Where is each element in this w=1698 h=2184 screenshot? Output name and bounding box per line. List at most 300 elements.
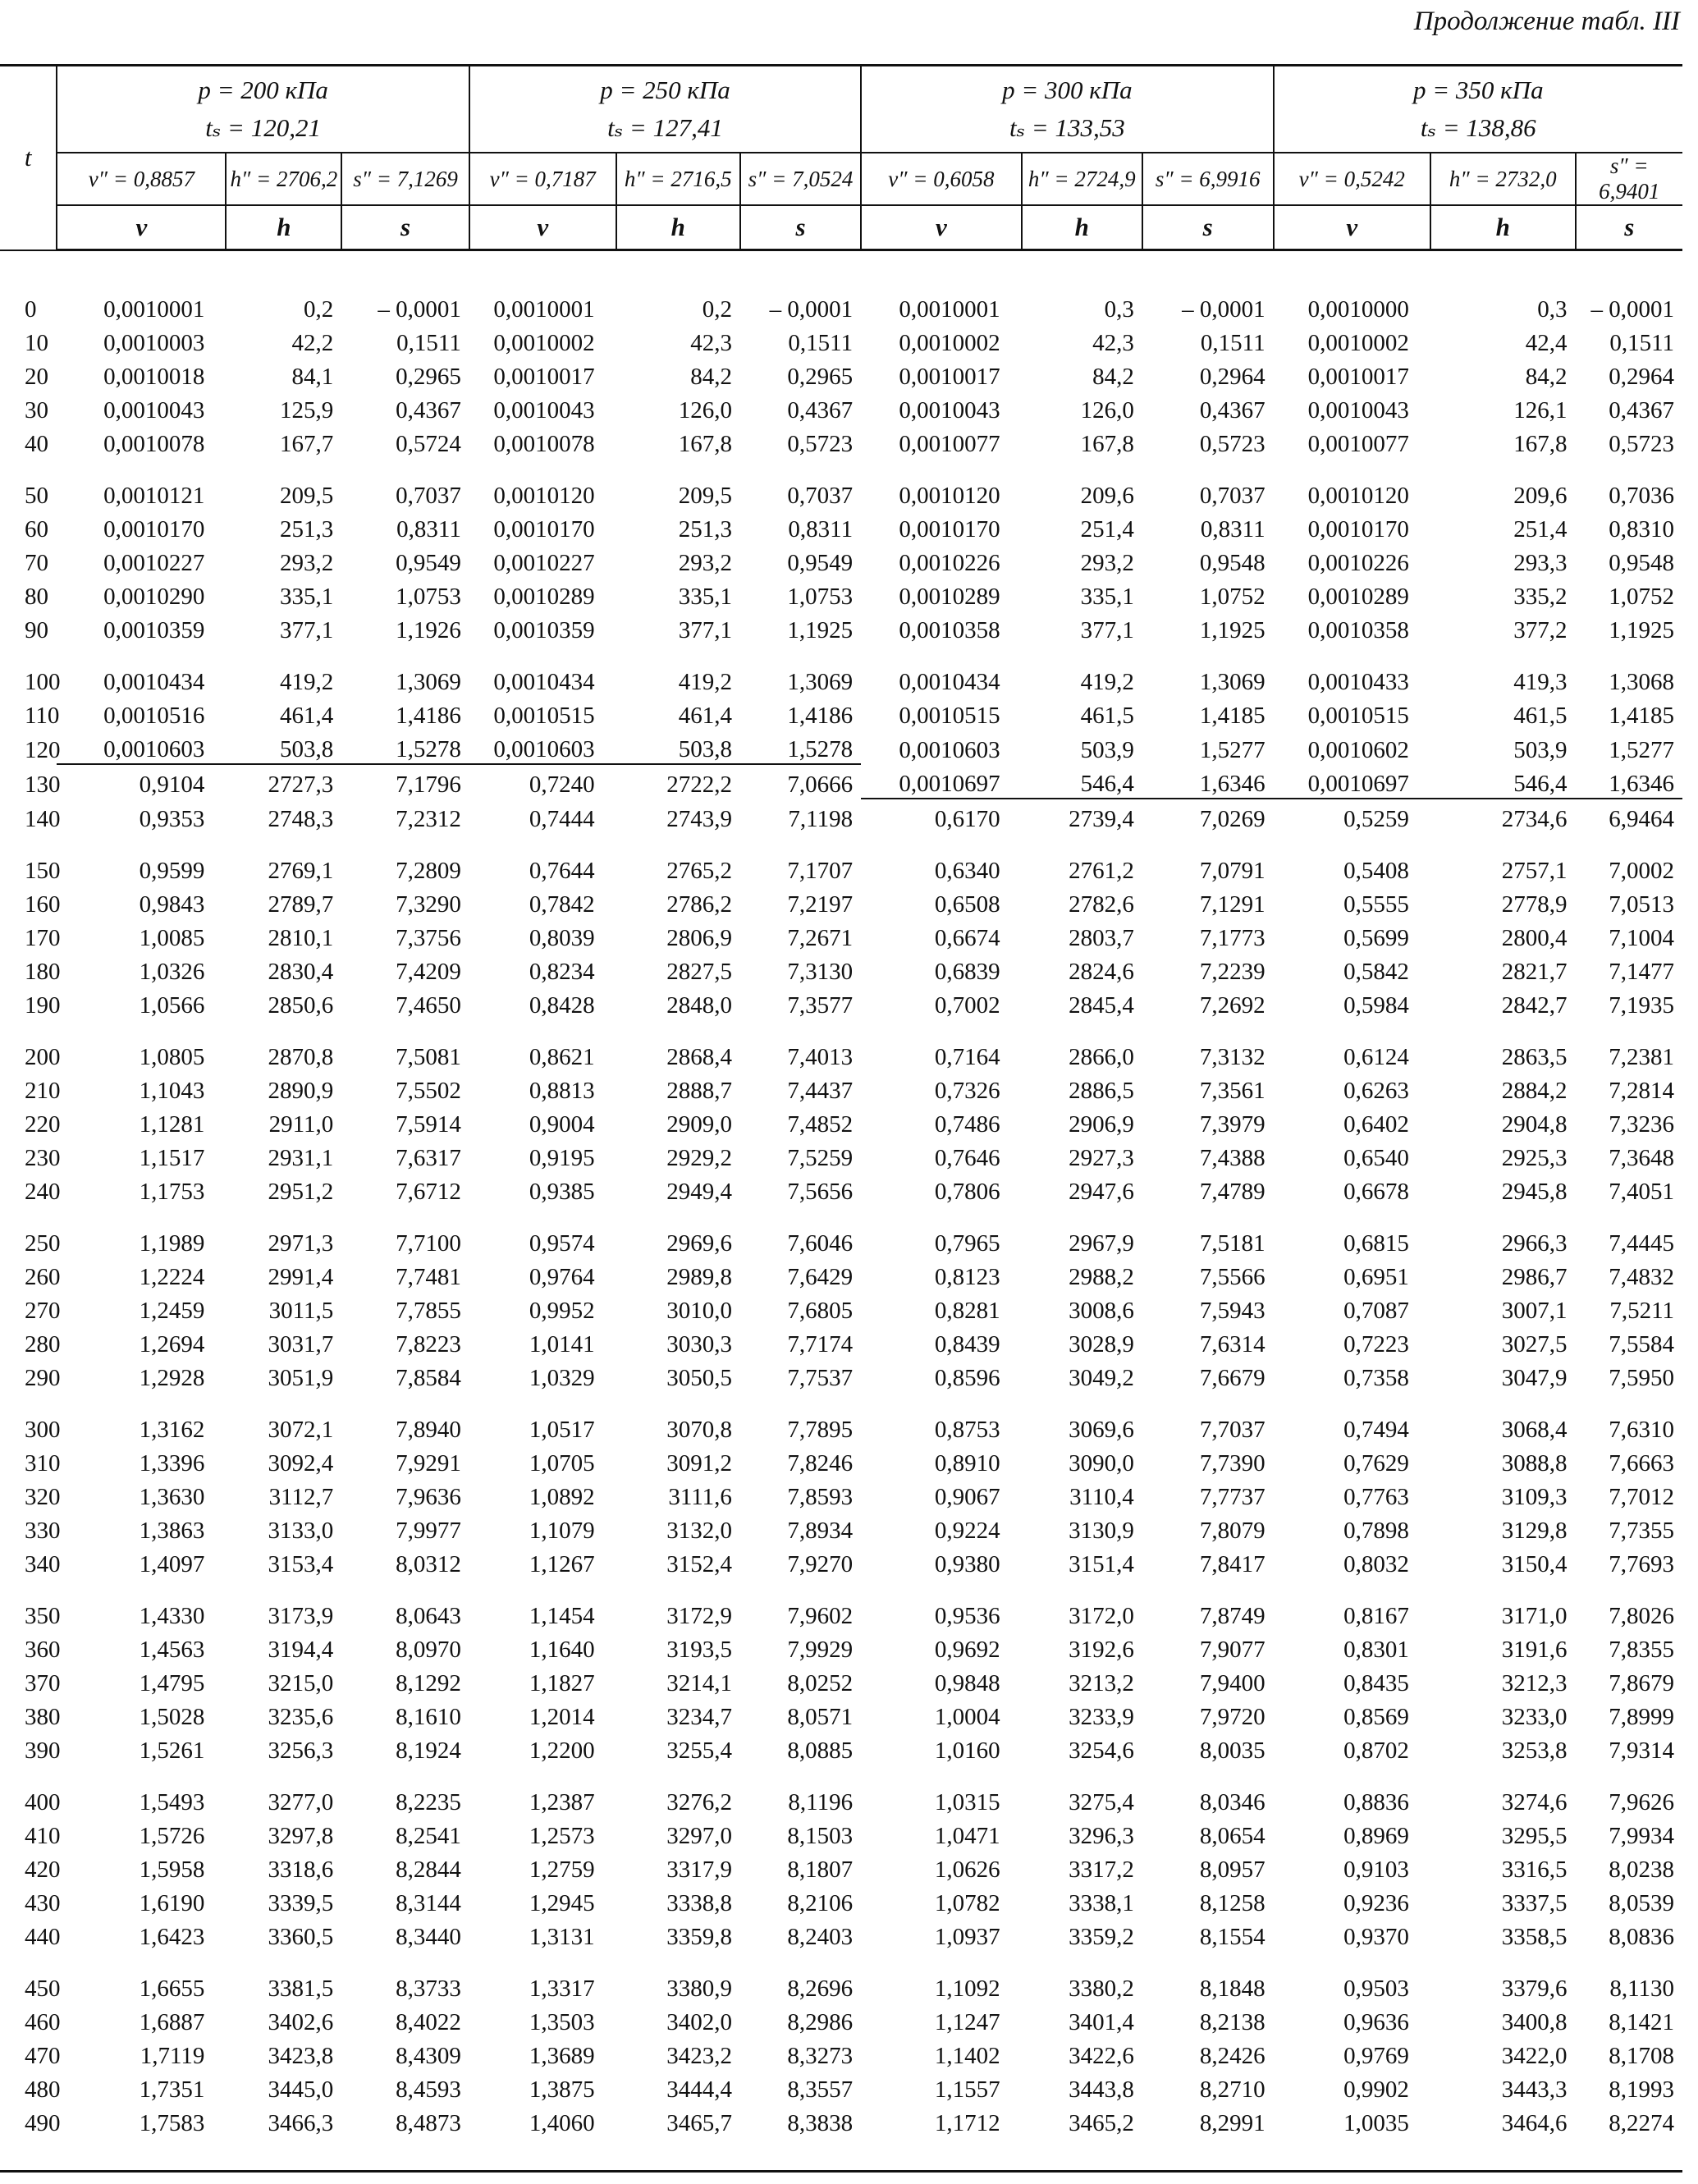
specific-volume-cell: 0,9692 [934, 1637, 1000, 1663]
entropy-cell: 7,6429 [787, 1264, 854, 1290]
enthalpy-cell: 251,3 [280, 516, 334, 543]
entropy-cell: 0,4367 [787, 397, 854, 424]
enthalpy-cell: 3445,0 [268, 2076, 334, 2103]
entropy-cell: 7,1935 [1609, 992, 1674, 1019]
specific-volume-cell: 0,0010603 [57, 730, 226, 764]
enthalpy-cell: 42,3 [1092, 330, 1134, 356]
temperature-cell: 350 [25, 1603, 61, 1629]
temperature-cell: 340 [25, 1551, 61, 1577]
entropy-cell: 1,5277 [1199, 737, 1265, 763]
table-row [0, 1545, 1682, 1578]
col-v-250: v [469, 205, 616, 250]
entropy-cell: 0,8310 [1609, 516, 1674, 543]
specific-volume-cell: 0,6678 [1343, 1179, 1409, 1205]
enthalpy-cell: 126,0 [1080, 397, 1134, 424]
entropy-cell: 8,3838 [787, 2110, 854, 2136]
temperature-cell: 140 [25, 806, 61, 832]
table-row [0, 1816, 1682, 1850]
entropy-cell: 7,1004 [1609, 925, 1674, 951]
table-row [0, 1444, 1682, 1477]
entropy-cell: 8,2986 [787, 2009, 854, 2035]
specific-volume-cell: 1,1092 [934, 1976, 1000, 2002]
entropy-cell: 8,1610 [396, 1704, 461, 1730]
row-group [0, 1765, 1682, 1951]
specific-volume-cell: 0,0010077 [1307, 431, 1409, 457]
specific-volume-cell: 0,8435 [1343, 1670, 1409, 1696]
entropy-cell: – 0,0001 [1182, 296, 1265, 323]
enthalpy-cell: 3213,2 [1069, 1670, 1134, 1696]
enthalpy-cell: 3358,5 [1501, 1924, 1568, 1950]
entropy-cell: 7,6046 [787, 1230, 854, 1257]
table-row [0, 543, 1682, 577]
table-row [0, 1071, 1682, 1105]
enthalpy-cell: 2845,4 [1069, 992, 1134, 1019]
entropy-cell: 1,0752 [1199, 584, 1265, 610]
enthalpy-cell: 2761,2 [1069, 858, 1134, 884]
enthalpy-cell: 2800,4 [1501, 925, 1568, 951]
entropy-cell: 7,3979 [1199, 1111, 1265, 1138]
specific-volume-cell: 0,0010043 [493, 397, 595, 424]
entropy-cell: 0,1511 [1200, 330, 1265, 356]
table-row [0, 357, 1682, 391]
enthalpy-cell: 2727,3 [268, 771, 334, 798]
temperature-cell: 180 [25, 959, 61, 985]
entropy-cell: 1,0753 [396, 584, 461, 610]
enthalpy-cell: 503,9 [1513, 737, 1568, 763]
entropy-cell: 7,6310 [1609, 1417, 1674, 1443]
enthalpy-cell: 2821,7 [1501, 959, 1568, 985]
entropy-cell: 7,8417 [1199, 1551, 1265, 1577]
specific-volume-cell: 0,9103 [1343, 1857, 1409, 1883]
enthalpy-cell: 3339,5 [268, 1890, 334, 1916]
specific-volume-cell: 1,5726 [139, 1823, 205, 1849]
enthalpy-cell: 461,5 [1513, 703, 1568, 729]
enthalpy-cell: 3256,3 [268, 1738, 334, 1764]
entropy-cell: 7,8593 [787, 1484, 854, 1510]
specific-volume-cell: 0,7763 [1343, 1484, 1409, 1510]
entropy-cell: 0,9549 [396, 550, 461, 576]
enthalpy-cell: 167,8 [678, 431, 732, 457]
specific-volume-cell: 0,7164 [934, 1044, 1000, 1070]
enthalpy-cell: 3072,1 [268, 1417, 334, 1443]
entropy-cell: 8,0238 [1609, 1857, 1674, 1883]
col-h-300: h [1022, 205, 1142, 250]
entropy-cell: 8,0654 [1199, 1823, 1265, 1849]
entropy-cell: 7,7737 [1199, 1484, 1265, 1510]
entropy-cell: 1,3069 [787, 669, 854, 695]
row-group [0, 1951, 1682, 2137]
entropy-cell: 8,2274 [1609, 2110, 1674, 2136]
entropy-cell: 7,7037 [1199, 1417, 1265, 1443]
col-h-200: h [226, 205, 341, 250]
temperature-cell: 90 [25, 617, 48, 643]
entropy-cell: 7,5211 [1609, 1298, 1674, 1324]
specific-volume-cell: 0,7898 [1343, 1518, 1409, 1544]
entropy-cell: – 0,0001 [769, 296, 854, 323]
specific-volume-cell: 1,1753 [139, 1179, 205, 1205]
enthalpy-cell: 3011,5 [268, 1298, 334, 1324]
specific-volume-cell: 1,6887 [139, 2009, 205, 2035]
entropy-cell: 7,3132 [1199, 1044, 1265, 1070]
entropy-cell: 7,4437 [787, 1078, 854, 1104]
enthalpy-cell: 125,9 [280, 397, 334, 424]
temperature-cell: 230 [25, 1145, 61, 1171]
entropy-cell: 1,1925 [787, 617, 854, 643]
entropy-cell: 8,3144 [396, 1890, 461, 1916]
specific-volume-cell: 0,9843 [139, 891, 205, 918]
enthalpy-cell: 3443,3 [1501, 2076, 1568, 2103]
specific-volume-cell: 0,9104 [139, 771, 205, 798]
table-row [0, 1884, 1682, 1917]
entropy-cell: 7,6712 [396, 1179, 461, 1205]
entropy-cell: 8,2991 [1199, 2110, 1265, 2136]
row-group [0, 458, 1682, 644]
table-row [0, 510, 1682, 543]
temperature-cell: 200 [25, 1044, 61, 1070]
specific-volume-cell: 0,6540 [1343, 1145, 1409, 1171]
specific-volume-cell: 0,0010002 [493, 330, 595, 356]
specific-volume-cell: 0,8910 [934, 1450, 1000, 1477]
enthalpy-cell: 3171,0 [1501, 1603, 1568, 1629]
enthalpy-cell: 3070,8 [666, 1417, 732, 1443]
temperature-cell: 80 [25, 584, 48, 610]
saturated-s-350: s″ = 6,9401 [1576, 153, 1682, 205]
entropy-cell: 8,2696 [787, 1976, 854, 2002]
pressure-header-row [0, 66, 1682, 153]
enthalpy-cell: 3090,0 [1069, 1450, 1134, 1477]
enthalpy-cell: 461,4 [280, 703, 334, 729]
enthalpy-cell: 335,1 [678, 584, 732, 610]
entropy-cell: 0,5723 [787, 431, 854, 457]
specific-volume-cell: 0,9380 [934, 1551, 1000, 1577]
entropy-cell: 8,0836 [1609, 1924, 1674, 1950]
specific-volume-cell: 0,0010697 [861, 764, 1022, 799]
enthalpy-cell: 3465,2 [1069, 2110, 1134, 2136]
table-row [0, 885, 1682, 918]
enthalpy-cell: 2757,1 [1501, 858, 1568, 884]
entropy-cell: 8,0312 [396, 1551, 461, 1577]
specific-volume-cell: 0,7223 [1343, 1331, 1409, 1358]
entropy-cell: 6,9464 [1609, 806, 1674, 832]
specific-volume-cell: 0,0010434 [899, 669, 1000, 695]
enthalpy-cell: 3129,8 [1501, 1518, 1568, 1544]
specific-volume-cell: 0,6674 [934, 925, 1000, 951]
specific-volume-cell: 0,0010516 [103, 703, 205, 729]
enthalpy-cell: 3132,0 [666, 1518, 732, 1544]
specific-volume-cell: 0,5555 [1343, 891, 1409, 918]
table-row [0, 2070, 1682, 2104]
table-row [0, 1850, 1682, 1884]
specific-volume-cell: 1,0035 [1343, 2110, 1409, 2136]
enthalpy-cell: 3069,6 [1069, 1417, 1134, 1443]
entropy-cell: 7,7537 [787, 1365, 854, 1391]
entropy-cell: 7,6679 [1199, 1365, 1265, 1391]
temperature-cell: 450 [25, 1976, 61, 2002]
entropy-cell: 0,4367 [1609, 397, 1674, 424]
entropy-cell: 7,8679 [1609, 1670, 1674, 1696]
specific-volume-cell: 0,7087 [1343, 1298, 1409, 1324]
enthalpy-cell: 3275,4 [1069, 1789, 1134, 1815]
temperature-cell: 130 [25, 771, 61, 798]
enthalpy-cell: 2830,4 [268, 959, 334, 985]
temperature-cell: 310 [25, 1450, 61, 1477]
entropy-cell: 7,0002 [1609, 858, 1674, 884]
entropy-cell: 1,1926 [396, 617, 461, 643]
specific-volume-cell: 1,0160 [934, 1738, 1000, 1764]
specific-volume-cell: 1,1517 [139, 1145, 205, 1171]
temperature-cell: 460 [25, 2009, 61, 2035]
specific-volume-cell: 0,8439 [934, 1331, 1000, 1358]
entropy-cell: 1,3069 [1199, 669, 1265, 695]
enthalpy-cell: 293,3 [1513, 550, 1568, 576]
specific-volume-cell: 1,0782 [934, 1890, 1000, 1916]
entropy-cell: 8,1848 [1199, 1976, 1265, 2002]
pressure-group-350: p = 350 кПа tₛ = 138,86 [1274, 66, 1682, 153]
specific-volume-cell: 1,2694 [139, 1331, 205, 1358]
specific-volume-cell: 0,0010434 [493, 669, 595, 695]
specific-volume-cell: 0,8301 [1343, 1637, 1409, 1663]
table-continuation-label: Продолжение табл. III [1413, 7, 1680, 36]
enthalpy-cell: 2931,1 [268, 1145, 334, 1171]
table-row [0, 1731, 1682, 1765]
enthalpy-cell: 2991,4 [268, 1264, 334, 1290]
specific-volume-cell: 0,9385 [529, 1179, 595, 1205]
temperature-cell: 120 [25, 737, 61, 763]
col-h-350: h [1430, 205, 1576, 250]
entropy-cell: 0,1511 [1609, 330, 1674, 356]
enthalpy-cell: 3296,3 [1069, 1823, 1134, 1849]
specific-volume-cell: 0,0010002 [1307, 330, 1409, 356]
enthalpy-cell: 3297,8 [268, 1823, 334, 1849]
temperature-cell: 30 [25, 397, 48, 424]
enthalpy-cell: 3010,0 [666, 1298, 732, 1324]
table-row [0, 918, 1682, 952]
specific-volume-cell: 0,7486 [934, 1111, 1000, 1138]
specific-volume-cell: 0,9574 [529, 1230, 595, 1257]
enthalpy-cell: 3172,0 [1069, 1603, 1134, 1629]
specific-volume-cell: 0,8569 [1343, 1704, 1409, 1730]
specific-volume-cell: 0,9536 [934, 1603, 1000, 1629]
entropy-cell: 7,4832 [1609, 1264, 1674, 1290]
entropy-cell: 7,7012 [1609, 1484, 1674, 1510]
entropy-cell: 7,8584 [396, 1365, 461, 1391]
entropy-cell: 7,3648 [1609, 1145, 1674, 1171]
entropy-cell: 7,0666 [787, 771, 854, 798]
entropy-cell: 7,8026 [1609, 1603, 1674, 1629]
specific-volume-cell: 0,6402 [1343, 1111, 1409, 1138]
temperature-cell: 360 [25, 1637, 61, 1663]
enthalpy-cell: 3443,8 [1069, 2076, 1134, 2103]
entropy-cell: 7,4209 [396, 959, 461, 985]
specific-volume-cell: 0,8813 [529, 1078, 595, 1104]
enthalpy-cell: 3050,5 [666, 1365, 732, 1391]
specific-volume-cell: 1,0937 [934, 1924, 1000, 1950]
entropy-cell: 8,0970 [396, 1637, 461, 1663]
specific-volume-cell: 0,0010226 [899, 550, 1000, 576]
specific-volume-cell: 0,0010017 [1307, 364, 1409, 390]
temperature-cell: 470 [25, 2043, 61, 2069]
enthalpy-cell: 2786,2 [666, 891, 732, 918]
specific-volume-cell: 0,6263 [1343, 1078, 1409, 1104]
table-row [0, 1172, 1682, 1206]
specific-volume-cell: 0,0010603 [899, 737, 1000, 763]
enthalpy-cell: 2842,7 [1501, 992, 1568, 1019]
specific-volume-cell: 1,0805 [139, 1044, 205, 1070]
specific-volume-cell: 1,1079 [529, 1518, 595, 1544]
entropy-cell: 1,6346 [1142, 764, 1274, 799]
enthalpy-cell: 3130,9 [1069, 1518, 1134, 1544]
temperature-cell: 380 [25, 1704, 61, 1730]
enthalpy-cell: 3215,0 [268, 1670, 334, 1696]
specific-volume-cell: 0,7358 [1343, 1365, 1409, 1391]
specific-volume-cell: 0,8281 [934, 1298, 1000, 1324]
entropy-cell: 7,6663 [1609, 1450, 1674, 1477]
specific-volume-cell: 0,9769 [1343, 2043, 1409, 2069]
temperature-cell: 490 [25, 2110, 61, 2136]
enthalpy-cell: 419,2 [1080, 669, 1134, 695]
enthalpy-cell: 3028,9 [1069, 1331, 1134, 1358]
entropy-cell: 0,9548 [1199, 550, 1265, 576]
entropy-cell: 7,5181 [1199, 1230, 1265, 1257]
specific-volume-cell: 0,9195 [529, 1145, 595, 1171]
enthalpy-cell: 2989,8 [666, 1264, 732, 1290]
specific-volume-cell: 0,0010515 [899, 703, 1000, 729]
specific-volume-cell: 0,7326 [934, 1078, 1000, 1104]
enthalpy-cell: 3316,5 [1501, 1857, 1568, 1883]
saturated-s-250: s″ = 7,0524 [740, 153, 861, 205]
enthalpy-cell: 126,1 [1513, 397, 1568, 424]
table-row [0, 1206, 1682, 1257]
temperature-column-header: t [0, 66, 57, 250]
enthalpy-cell: 2810,1 [268, 925, 334, 951]
table-row [0, 1697, 1682, 1731]
entropy-cell: 7,4852 [787, 1111, 854, 1138]
temperature-cell: 270 [25, 1298, 61, 1324]
specific-volume-cell: 0,7644 [529, 858, 595, 884]
specific-volume-cell: 1,0004 [934, 1704, 1000, 1730]
temperature-cell: 330 [25, 1518, 61, 1544]
enthalpy-cell: 42,4 [1525, 330, 1568, 356]
enthalpy-cell: 2803,7 [1069, 925, 1134, 951]
entropy-cell: 8,1258 [1199, 1890, 1265, 1916]
enthalpy-cell: 2850,6 [268, 992, 334, 1019]
specific-volume-cell: 0,8596 [934, 1365, 1000, 1391]
entropy-cell: 7,9929 [787, 1637, 854, 1663]
entropy-cell: 7,9400 [1199, 1670, 1265, 1696]
enthalpy-cell: 2929,2 [666, 1145, 732, 1171]
enthalpy-cell: 546,4 [1022, 764, 1142, 799]
enthalpy-cell: 3233,9 [1069, 1704, 1134, 1730]
enthalpy-cell: 3317,2 [1069, 1857, 1134, 1883]
table-row [0, 1257, 1682, 1291]
specific-volume-cell: 1,1827 [529, 1670, 595, 1696]
enthalpy-cell: 293,2 [678, 550, 732, 576]
table-header [0, 66, 1682, 250]
enthalpy-cell: 419,2 [280, 669, 334, 695]
specific-volume-cell: 1,1247 [934, 2009, 1000, 2035]
enthalpy-cell: 2951,2 [268, 1179, 334, 1205]
enthalpy-cell: 0,2 [304, 296, 334, 323]
enthalpy-cell: 3380,9 [666, 1976, 732, 2002]
specific-volume-cell: 1,4795 [139, 1670, 205, 1696]
entropy-cell: 0,9548 [1609, 550, 1674, 576]
specific-volume-cell: 0,0010289 [493, 584, 595, 610]
specific-volume-cell: 1,0141 [529, 1331, 595, 1358]
table-row [0, 764, 1682, 799]
temperature-cell: 430 [25, 1890, 61, 1916]
enthalpy-cell: 3233,0 [1501, 1704, 1568, 1730]
specific-volume-cell: 0,0010043 [103, 397, 205, 424]
col-s-300: s [1142, 205, 1274, 250]
entropy-cell: 7,6805 [787, 1298, 854, 1324]
temperature-cell: 110 [25, 703, 60, 729]
entropy-cell: 8,1807 [787, 1857, 854, 1883]
temperature-cell: 290 [25, 1365, 61, 1391]
specific-volume-cell: 1,2945 [529, 1890, 595, 1916]
specific-volume-cell: 1,7583 [139, 2110, 205, 2136]
specific-volume-cell: 0,0010170 [1307, 516, 1409, 543]
table-row [0, 1664, 1682, 1697]
entropy-cell: 7,9291 [396, 1450, 461, 1477]
enthalpy-cell: 3173,9 [268, 1603, 334, 1629]
enthalpy-cell: 3423,8 [268, 2043, 334, 2069]
enthalpy-cell: 251,4 [1513, 516, 1568, 543]
table-row [0, 833, 1682, 885]
enthalpy-cell: 3214,1 [666, 1670, 732, 1696]
entropy-cell: 8,1554 [1199, 1924, 1265, 1950]
entropy-cell: 7,4445 [1609, 1230, 1674, 1257]
enthalpy-cell: 293,2 [280, 550, 334, 576]
temperature-cell: 390 [25, 1738, 61, 1764]
table-row [0, 986, 1682, 1019]
enthalpy-cell: 3422,0 [1501, 2043, 1568, 2069]
enthalpy-cell: 419,3 [1513, 669, 1568, 695]
enthalpy-cell: 3150,4 [1501, 1551, 1568, 1577]
entropy-cell: 8,2235 [396, 1789, 461, 1815]
entropy-cell: 7,1291 [1199, 891, 1265, 918]
pressure-group-250: p = 250 кПа tₛ = 127,41 [469, 66, 861, 153]
enthalpy-cell: 3192,6 [1069, 1637, 1134, 1663]
enthalpy-cell: 2866,0 [1069, 1044, 1134, 1070]
entropy-cell: 1,5278 [740, 730, 861, 764]
entropy-cell: 8,2844 [396, 1857, 461, 1883]
enthalpy-cell: 3359,2 [1069, 1924, 1134, 1950]
enthalpy-cell: 503,9 [1080, 737, 1134, 763]
entropy-cell: 7,4789 [1199, 1179, 1265, 1205]
enthalpy-cell: 3318,6 [268, 1857, 334, 1883]
specific-volume-cell: 1,2928 [139, 1365, 205, 1391]
entropy-cell: 1,3069 [396, 669, 461, 695]
specific-volume-cell: 0,0010017 [899, 364, 1000, 390]
entropy-cell: 7,9636 [396, 1484, 461, 1510]
specific-volume-cell: 1,3317 [529, 1976, 595, 2002]
enthalpy-cell: 377,1 [1080, 617, 1134, 643]
entropy-cell: 7,8246 [787, 1450, 854, 1477]
temperature-cell: 480 [25, 2076, 61, 2103]
entropy-cell: 8,1708 [1609, 2043, 1674, 2069]
entropy-cell: 7,1198 [788, 806, 854, 832]
specific-volume-cell: 0,6340 [934, 858, 1000, 884]
enthalpy-cell: 3379,6 [1501, 1976, 1568, 2002]
specific-volume-cell: 1,2014 [529, 1704, 595, 1730]
entropy-cell: 8,2106 [787, 1890, 854, 1916]
specific-volume-cell: 1,0085 [139, 925, 205, 951]
specific-volume-cell: 0,7494 [1343, 1417, 1409, 1443]
specific-volume-cell: 0,8621 [529, 1044, 595, 1070]
bottom-rule [0, 2170, 1682, 2173]
enthalpy-cell: 3049,2 [1069, 1365, 1134, 1391]
entropy-cell: 0,5723 [1609, 431, 1674, 457]
